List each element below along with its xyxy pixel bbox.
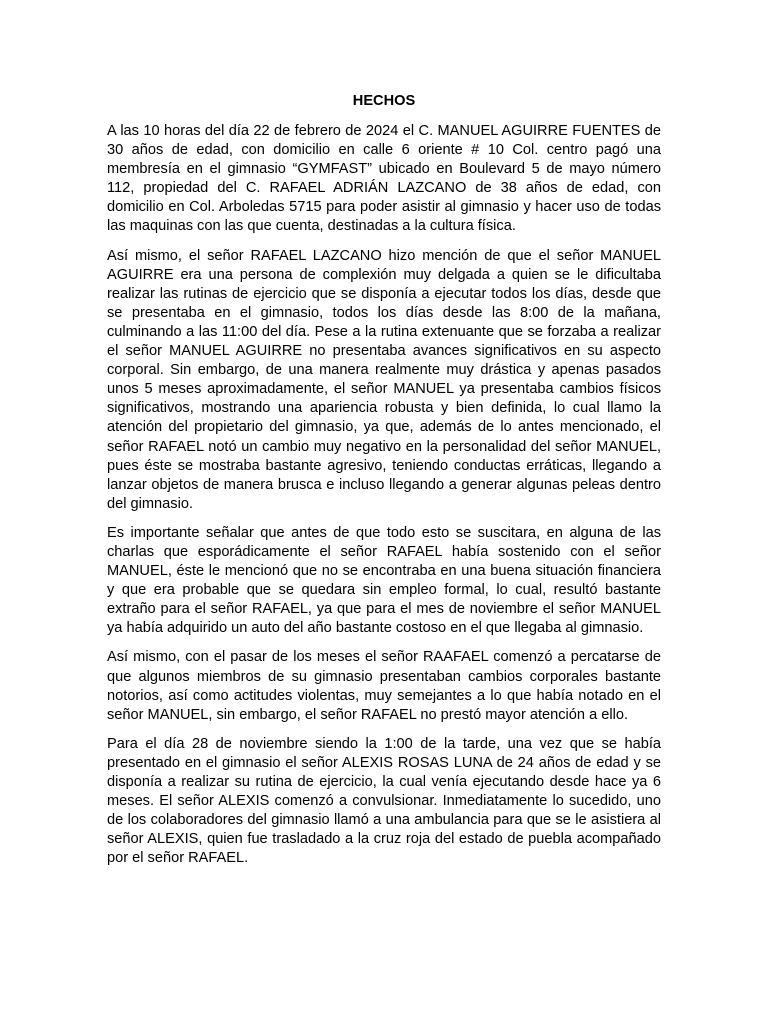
document-title: HECHOS <box>352 93 416 109</box>
paragraph-2: Así mismo, el señor RAFAEL LAZCANO hizo mención de que el señor MANUEL AGUIRRE era una persona de complexión muy delgada a quien se le dificultaba realizar las rutinas de ejercicio que se disponía a ejecutar todos los días, desde que se presentaba en el gimnasio, todos los días desde las 8:00 de la mañana, culminando a las 11:00 del día. Pese a la rutina extenuante que se forzaba a realizar el señor MANUEL AGUIRRE no presentaba avances significativos en su aspecto corporal. Sin embargo, de una manera realmente muy drástica y apenas pasados unos 5 meses aproximadamente, el señor MANUEL ya presentaba cambios físicos significativos, mostrando una apariencia robusta y bien definida, lo cual llamo la atención del propietario del gimnasio, ya que, además de lo antes mencionado, el señor RAFAEL notó un cambio muy negativo en la personalidad del señor MANUEL, pues éste se mostraba bastante agresivo, teniendo conductas erráticas, llegando a lanzar objetos de manera brusca e incluso llegando a generar algunas peleas dentro del gimnasio. <box>107 247 661 512</box>
document-page <box>107 92 661 878</box>
paragraph-1: A las 10 horas del día 22 de febrero de 2024 el C. MANUEL AGUIRRE FUENTES de 30 años de edad, con domicilio en calle 6 oriente # 10 Col. centro pagó una membresía en el gimnasio “GYMFAST” ubicado en Boulevard 5 de mayo número 112, propiedad del C. RAFAEL ADRIÁN LAZCANO de 38 años de edad, con domicilio en Col. Arboledas 5715 para poder asistir al gimnasio y hacer uso de todas las maquinas con las que cuenta, destinadas a la cultura física. <box>107 123 661 235</box>
paragraph-3: Es importante señalar que antes de que todo esto se suscitara, en alguna de las charlas que esporádicamente el señor RAFAEL había sostenido con el señor MANUEL, éste le mencionó que no se encontraba en una buena situación financiera y que era probable que se quedara sin empleo formal, lo cual, resultó bastante extraño para el señor RAFAEL, ya que para el mes de noviembre el señor MANUEL ya había adquirido un auto del año bastante costoso en el que llegaba al gimnasio. <box>107 524 661 637</box>
paragraph-5: Para el día 28 de noviembre siendo la 1:00 de la tarde, una vez que se había presentado en el gimnasio el señor ALEXIS ROSAS LUNA de 24 años de edad y se disponía a realizar su rutina de ejercicio, la cual venía ejecutando desde hace ya 6 meses. El señor ALEXIS comenzó a convulsionar. Inmediatamente lo sucedido, uno de los colaboradores del gimnasio llamó a una ambulancia para que se le asistiera al señor ALEXIS, quien fue trasladado a la cruz roja del estado de puebla acompañado por el señor RAFAEL. <box>107 735 661 867</box>
paragraph-4: Así mismo, con el pasar de los meses el señor RAAFAEL comenzó a percatarse de que algunos miembros de su gimnasio presentaban cambios corporales bastante notorios, así como actitudes violentas, muy semejantes a lo que había notado en el señor MANUEL, sin embargo, el señor RAFAEL no prestó mayor atención a ello. <box>107 649 661 723</box>
